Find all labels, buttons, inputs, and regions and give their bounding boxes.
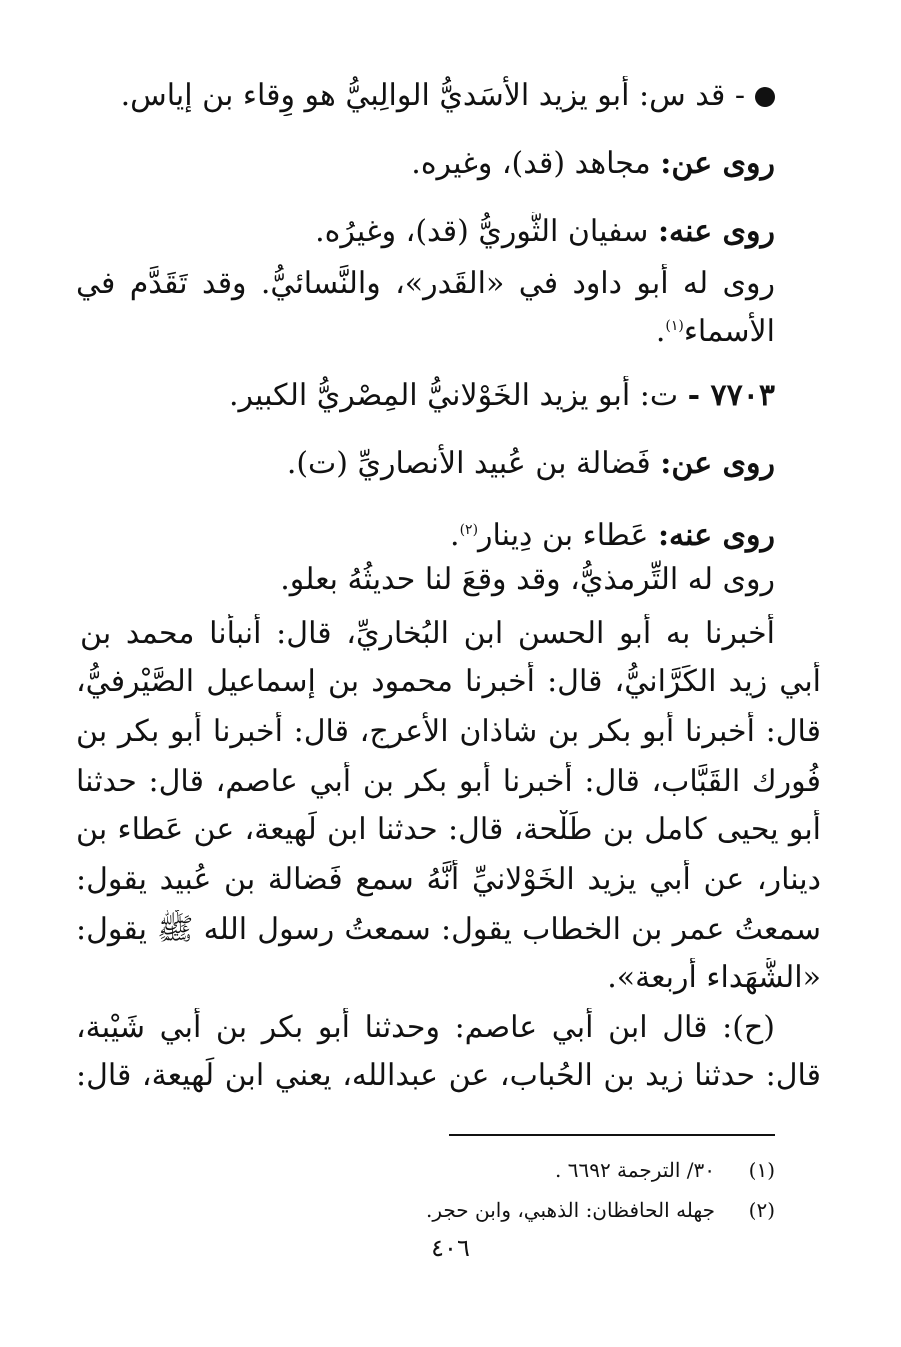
footnote-text: ٣٠/ الترجمة ٦٦٩٢ . — [555, 1158, 715, 1182]
body-line: أبو يحيى كامل بن طَلْحة، قال: حدثنا ابن لَهيعة، عن عَطاء بن — [76, 812, 821, 847]
narrated-by-text: سفيان الثَّوريُّ (قد)، وغيرُه. — [315, 214, 649, 249]
footnote-number: (٢) — [748, 1198, 775, 1222]
narrated-from-label: روى عن: — [660, 446, 775, 481]
narrated-by-line — [80, 510, 775, 556]
footnote-number: (١) — [748, 1158, 775, 1182]
note-line-continued — [80, 306, 775, 352]
body-line: سمعتُ عمر بن الخطاب يقول: سمعتُ رسول الله ﷺ يقول: — [76, 912, 821, 947]
footnote-ref: (١) — [665, 318, 684, 334]
note-text: الأسماء — [683, 314, 775, 349]
page-number: ٤٠٦ — [431, 1234, 470, 1262]
body-line: أخبرنا به أبو الحسن ابن البُخاريِّ، قال: أنبأنا محمد بن — [80, 616, 775, 651]
footnote-text: جهله الحافظان: الذهبي، وابن حجر. — [425, 1198, 715, 1222]
narrated-by-text: عَطاء بن دِينار — [478, 518, 649, 553]
footnote — [300, 1196, 775, 1224]
footnote — [300, 1156, 775, 1184]
body-line: أبي زيد الكَرَّانيُّ، قال: أخبرنا محمود بن إسماعيل الصَّيْرفيُّ، — [76, 664, 821, 699]
note-line: روى له أبو داود في «القَدر»، والنَّسائيُّ. وقد تَقَدَّم في — [76, 266, 775, 301]
entry-heading-line — [80, 376, 775, 416]
body-line: «الشُّهَداء أربعة». — [607, 960, 821, 995]
body-line: دينار، عن أبي يزيد الخَوْلانيِّ أنَّهُ سمع فَضالة بن عُبيد يقول: — [76, 862, 821, 897]
body-line: (ح): قال ابن أبي عاصم: وحدثنا أبو بكر بن أبي شَيْبة، — [76, 1010, 775, 1045]
entry-heading-text: ت: أبو يزيد الخَوْلانيُّ المِصْريُّ الكبير. — [228, 378, 679, 413]
note-end: . — [655, 314, 666, 349]
narrated-by-label: روى عنه: — [657, 214, 775, 249]
footnote-separator — [449, 1134, 775, 1136]
body-line: فُورك القَبَّاب، قال: أخبرنا أبو بكر بن أبي عاصم، قال: حدثنا — [76, 764, 821, 799]
bullet-icon — [755, 87, 775, 107]
narrated-by-label: روى عنه: — [657, 518, 775, 553]
body-line: قال: حدثنا زيد بن الحُباب، عن عبدالله، يعني ابن لَهيعة، قال: — [76, 1058, 821, 1093]
narrated-from-text: مجاهد (قد)، وغيره. — [411, 146, 651, 181]
tirmidhi-line: روى له التِّرمذيُّ، وقد وقعَ لنا حديثُهُ بعلو. — [280, 562, 775, 597]
entry-heading-text: - قد س: أبو يزيد الأَسَديُّ الوالِبيُّ هو وِقاء بن إياس. — [120, 78, 745, 113]
entry-heading-line — [80, 76, 775, 116]
narrated-from-text: فَضالة بن عُبيد الأنصاريِّ (ت). — [286, 446, 651, 481]
narrated-by-line — [80, 212, 775, 252]
entry-number: ٧٧٠٣ - — [687, 378, 775, 413]
narrated-from-label: روى عن: — [660, 146, 775, 181]
narrated-from-line — [80, 144, 775, 184]
narrated-from-line — [80, 444, 775, 484]
body-line: قال: أخبرنا أبو بكر بن شاذان الأعرج، قال: أخبرنا أبو بكر بن — [76, 714, 821, 749]
narrated-by-end: . — [450, 518, 460, 553]
footnote-ref: (٢) — [459, 522, 479, 538]
